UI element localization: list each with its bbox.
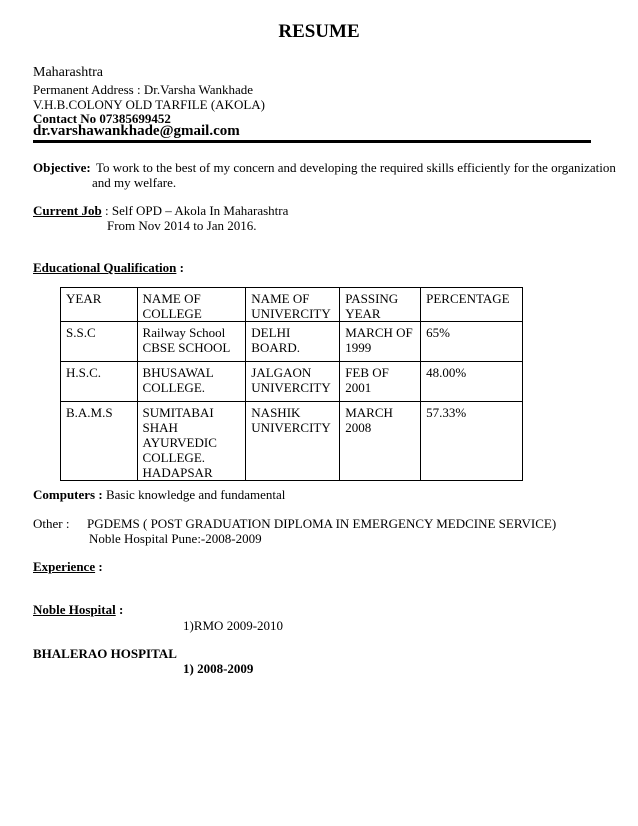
noble-hospital-heading bbox=[33, 602, 123, 617]
table-header-cell bbox=[137, 288, 246, 322]
noble-hospital-label-suffix: : bbox=[115, 602, 124, 617]
table-header-cell bbox=[246, 288, 340, 322]
cell-text: BOARD. bbox=[251, 340, 301, 355]
table-row bbox=[61, 362, 523, 402]
cell-text: 65% bbox=[426, 325, 450, 340]
table-cell bbox=[246, 322, 340, 362]
cell-text: NAME OF bbox=[251, 291, 310, 306]
table-cell bbox=[137, 322, 246, 362]
cell-text: SUMITABAI bbox=[142, 405, 214, 420]
table-header-cell bbox=[61, 288, 138, 322]
computers-label: Computers : bbox=[33, 487, 103, 502]
table-cell bbox=[421, 322, 523, 362]
cell-text: DELHI bbox=[251, 325, 291, 340]
cell-text: 2008 bbox=[345, 420, 372, 435]
bhalerao-hospital-label: BHALERAO HOSPITAL bbox=[33, 646, 177, 661]
cell-text: PERCENTAGE bbox=[426, 291, 510, 306]
cell-text: B.A.M.S bbox=[66, 405, 113, 420]
email-address: dr.varshawankhade@gmail.com bbox=[33, 123, 240, 139]
table-cell bbox=[246, 362, 340, 402]
noble-hospital-entry: 1)RMO 2009-2010 bbox=[183, 618, 284, 633]
cell-text: 48.00% bbox=[426, 365, 467, 380]
cell-text: HADAPSAR bbox=[142, 465, 213, 480]
experience-label: Experience bbox=[33, 559, 96, 574]
cell-text: PASSING bbox=[345, 291, 399, 306]
education-label-suffix: : bbox=[176, 260, 184, 275]
cell-text: COLLEGE. bbox=[142, 450, 206, 465]
cell-text: YEAR bbox=[66, 291, 102, 306]
current-job-text-1: : Self OPD – Akola In Maharashtra bbox=[101, 203, 289, 218]
objective-text-2: and my welfare. bbox=[92, 175, 177, 190]
current-job-label: Current Job bbox=[33, 203, 102, 218]
objective-text-1: To work to the best of my concern and developing the required skills efficiently for the organization bbox=[96, 160, 616, 175]
table-cell bbox=[340, 322, 421, 362]
cell-text: CBSE SCHOOL bbox=[142, 340, 231, 355]
table-cell bbox=[246, 402, 340, 481]
experience-label-suffix: : bbox=[95, 559, 103, 574]
contact-number: Contact No 07385699452 bbox=[33, 111, 171, 126]
table-cell bbox=[340, 362, 421, 402]
cell-text: BHUSAWAL bbox=[142, 365, 214, 380]
current-job bbox=[33, 203, 288, 218]
current-job-text-2: From Nov 2014 to Jan 2016. bbox=[107, 218, 257, 233]
table-header-cell bbox=[421, 288, 523, 322]
education-table bbox=[60, 287, 523, 481]
table-row bbox=[61, 402, 523, 481]
cell-text: YEAR bbox=[345, 306, 381, 321]
cell-text: MARCH OF bbox=[345, 325, 413, 340]
table-header-cell bbox=[340, 288, 421, 322]
cell-text: H.S.C. bbox=[66, 365, 102, 380]
cell-text: S.S.C bbox=[66, 325, 96, 340]
other-label: Other : bbox=[33, 516, 70, 531]
noble-hospital-label: Noble Hospital bbox=[33, 602, 116, 617]
cell-text: 57.33% bbox=[426, 405, 467, 420]
cell-text: UNIVERCITY bbox=[251, 306, 331, 321]
other-text-1: PGDEMS ( POST GRADUATION DIPLOMA IN EMERGENCY MEDCINE SERVICE) bbox=[87, 516, 557, 531]
table-cell bbox=[61, 362, 138, 402]
cell-text: UNIVERCITY bbox=[251, 420, 331, 435]
name-line: Maharashtra bbox=[33, 65, 103, 80]
objective-label: Objective: bbox=[33, 160, 91, 175]
education-label: Educational Qualification bbox=[33, 260, 177, 275]
cell-text: 1999 bbox=[345, 340, 372, 355]
table-cell bbox=[137, 362, 246, 402]
cell-text: SHAH bbox=[142, 420, 178, 435]
table-cell bbox=[61, 402, 138, 481]
table-cell bbox=[137, 402, 246, 481]
cell-text: FEB OF bbox=[345, 365, 389, 380]
header-divider bbox=[33, 140, 591, 143]
table-cell bbox=[340, 402, 421, 481]
permanent-address: Permanent Address : Dr.Varsha Wankhade bbox=[33, 82, 254, 97]
computers-text: Basic knowledge and fundamental bbox=[102, 487, 286, 502]
table-cell bbox=[61, 322, 138, 362]
other-text-2: Noble Hospital Pune:-2008-2009 bbox=[89, 531, 262, 546]
cell-text: AYURVEDIC bbox=[142, 435, 217, 450]
cell-text: COLLEGE. bbox=[142, 380, 206, 395]
bhalerao-hospital-entry: 1) 2008-2009 bbox=[183, 661, 254, 676]
computers bbox=[33, 487, 285, 502]
cell-text: 2001 bbox=[345, 380, 372, 395]
table-cell bbox=[421, 402, 523, 481]
cell-text: NASHIK bbox=[251, 405, 301, 420]
cell-text: COLLEGE bbox=[142, 306, 202, 321]
cell-text: JALGAON bbox=[251, 365, 312, 380]
experience-heading bbox=[33, 559, 103, 574]
table-row bbox=[61, 322, 523, 362]
table-cell bbox=[421, 362, 523, 402]
table-header-row bbox=[61, 288, 523, 322]
cell-text: NAME OF bbox=[142, 291, 201, 306]
resume-title: RESUME bbox=[278, 21, 360, 42]
cell-text: UNIVERCITY bbox=[251, 380, 331, 395]
cell-text: MARCH bbox=[345, 405, 393, 420]
address-line: V.H.B.COLONY OLD TARFILE (AKOLA) bbox=[33, 97, 265, 112]
cell-text: Railway School bbox=[142, 325, 226, 340]
education-heading bbox=[33, 260, 184, 275]
